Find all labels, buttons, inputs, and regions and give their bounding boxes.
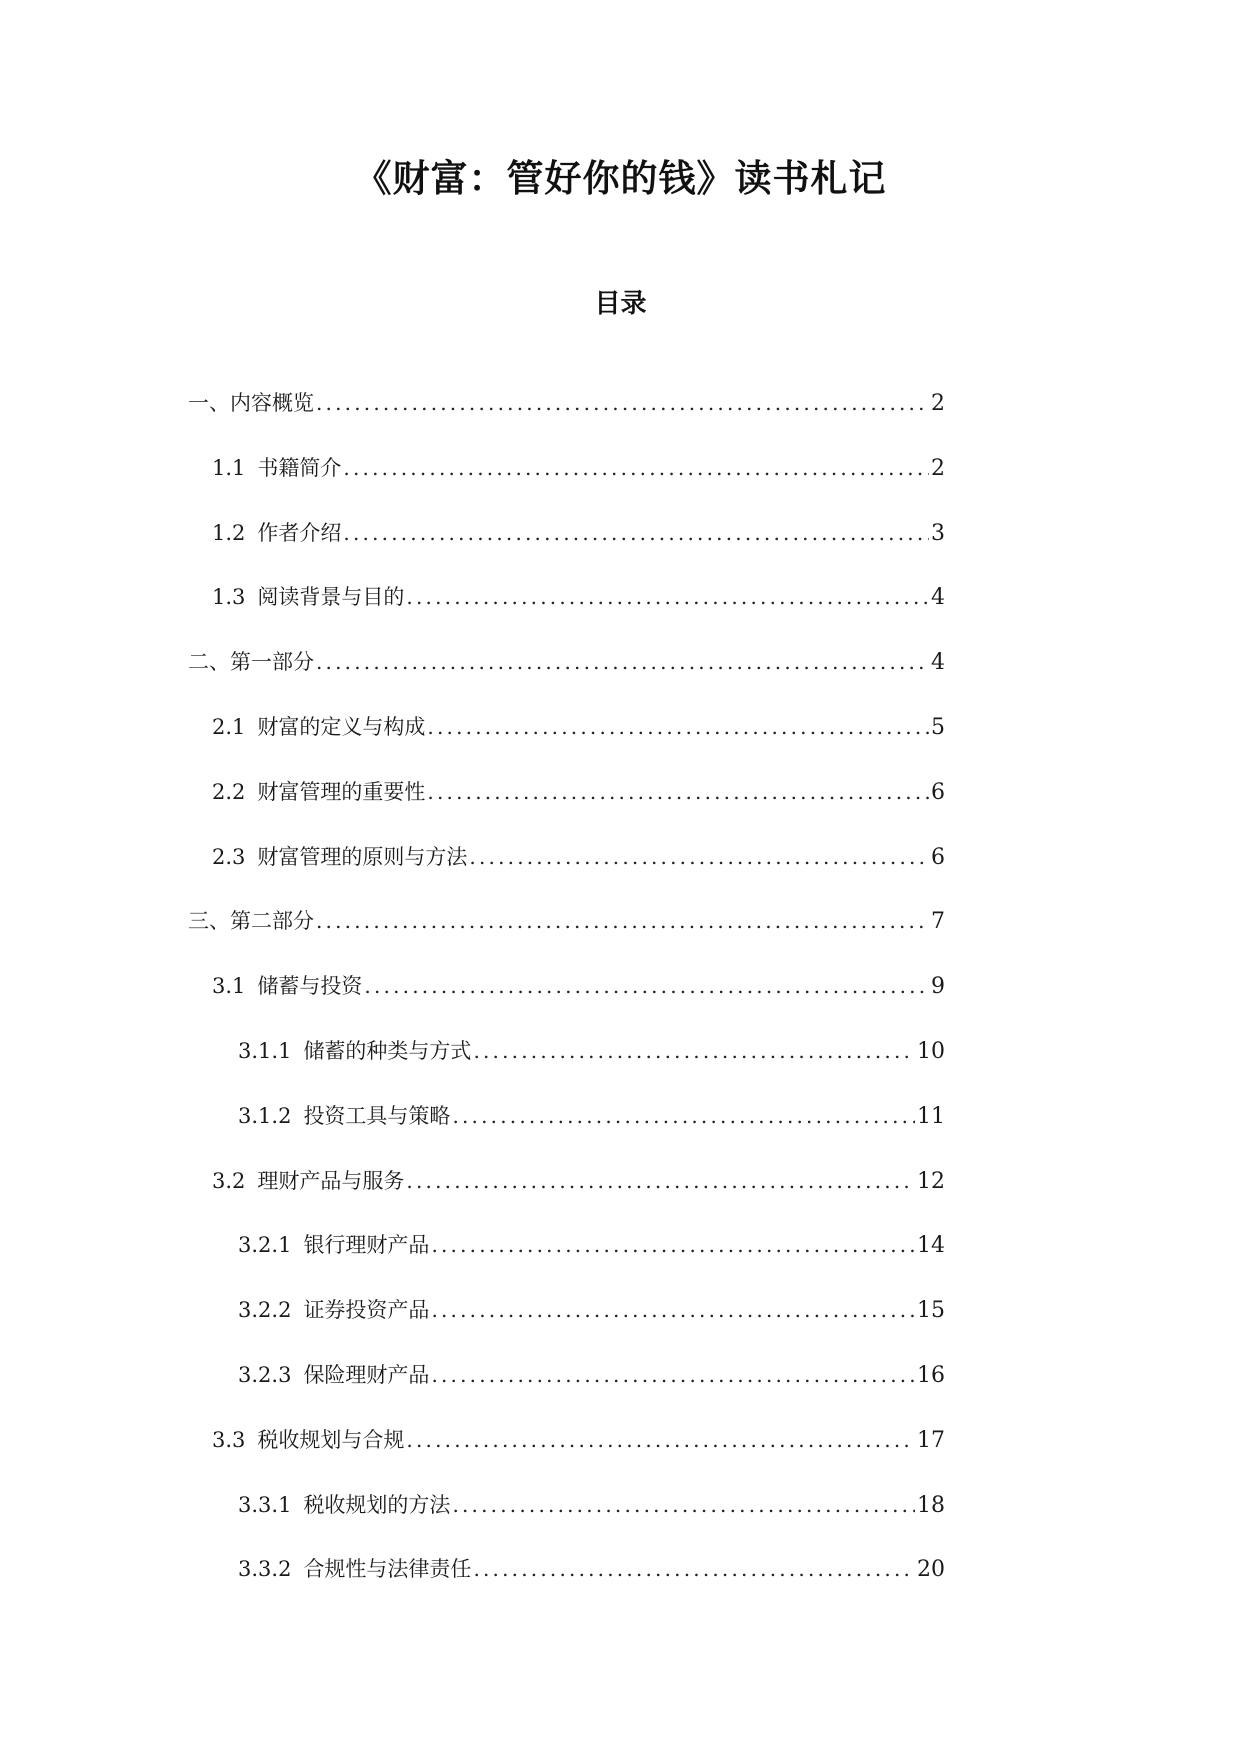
toc-entry-number: 1.1 bbox=[212, 455, 246, 480]
toc-entry-page-number: 9 bbox=[931, 974, 945, 1000]
toc-entry-label bbox=[188, 386, 314, 420]
toc-entry[interactable] bbox=[212, 580, 945, 614]
toc-entry-title: 储蓄的种类与方式 bbox=[303, 1039, 472, 1063]
toc-entry-title: 税收规划与合规 bbox=[257, 1427, 405, 1452]
toc-entry-number: 一、 bbox=[188, 391, 230, 415]
toc-entry[interactable] bbox=[212, 775, 945, 809]
toc-entry-number: 2.1 bbox=[212, 715, 246, 739]
toc-entry[interactable] bbox=[212, 969, 945, 1003]
toc-entry-label bbox=[212, 775, 425, 809]
toc-dot-leader bbox=[314, 904, 929, 938]
toc-entry-title: 合规性与法律责任 bbox=[303, 1557, 472, 1582]
toc-entry-label bbox=[188, 904, 314, 938]
toc-dot-leader bbox=[429, 1358, 915, 1392]
toc-dot-leader bbox=[314, 645, 929, 679]
toc-entry[interactable] bbox=[188, 386, 945, 420]
toc-entry-label bbox=[188, 645, 314, 679]
toc-entry[interactable] bbox=[188, 645, 945, 679]
toc-entry-page-number: 10 bbox=[917, 1039, 945, 1064]
toc-entry[interactable] bbox=[188, 904, 945, 938]
toc-entry[interactable] bbox=[238, 1034, 945, 1068]
toc-entry-page-number: 11 bbox=[917, 1103, 945, 1129]
toc-entry-page-number: 5 bbox=[931, 715, 945, 740]
toc-dot-leader bbox=[425, 775, 929, 809]
toc-entry-label bbox=[238, 1358, 429, 1392]
toc-entry-label bbox=[238, 1552, 471, 1586]
toc-entry[interactable] bbox=[238, 1552, 945, 1586]
toc-entry-number: 3.1.2 bbox=[238, 1103, 292, 1128]
toc-dot-leader bbox=[429, 1228, 915, 1262]
toc-entry[interactable] bbox=[212, 710, 945, 744]
toc-entry-number: 1.2 bbox=[212, 520, 246, 545]
toc-entry-title: 财富的定义与构成 bbox=[257, 715, 426, 739]
toc-entry-number: 3.2.3 bbox=[238, 1363, 292, 1387]
toc-entry-label bbox=[212, 580, 404, 614]
toc-entry-number: 3.3.2 bbox=[238, 1557, 292, 1582]
toc-entry-title: 第二部分 bbox=[230, 909, 314, 934]
toc-entry-title: 保险理财产品 bbox=[303, 1363, 430, 1387]
toc-entry-title: 阅读背景与目的 bbox=[257, 585, 405, 610]
toc-entry-title: 作者介绍 bbox=[257, 520, 342, 545]
toc-entry-title: 银行理财产品 bbox=[303, 1233, 430, 1258]
toc-entry[interactable] bbox=[212, 516, 945, 550]
toc-entry[interactable] bbox=[212, 1164, 945, 1198]
toc-entry-number: 3.1.1 bbox=[238, 1039, 292, 1063]
toc-entry-page-number: 18 bbox=[917, 1492, 945, 1518]
toc-entry-page-number: 20 bbox=[917, 1557, 945, 1583]
toc-dot-leader bbox=[362, 969, 929, 1003]
toc-entry-page-number: 15 bbox=[917, 1298, 945, 1324]
toc-entry-label bbox=[212, 516, 341, 550]
toc-entry-page-number: 7 bbox=[931, 909, 945, 935]
toc-dot-leader bbox=[341, 451, 929, 485]
toc-entry-page-number: 6 bbox=[931, 779, 945, 805]
toc-entry-label bbox=[238, 1034, 471, 1068]
toc-entry-number: 二、 bbox=[188, 650, 230, 675]
toc-entry-page-number: 3 bbox=[931, 520, 945, 546]
toc-entry-label bbox=[238, 1293, 429, 1327]
toc-entry-label bbox=[238, 1099, 450, 1133]
toc-entry-label bbox=[212, 1423, 404, 1457]
toc-entry-page-number: 16 bbox=[917, 1363, 945, 1388]
toc-dot-leader bbox=[425, 710, 929, 744]
toc-entry-page-number: 14 bbox=[917, 1233, 945, 1259]
toc-entry-number: 3.2 bbox=[212, 1168, 246, 1193]
toc-entry-page-number: 12 bbox=[917, 1168, 945, 1194]
toc-entry-title: 投资工具与策略 bbox=[303, 1103, 451, 1128]
toc-entry[interactable] bbox=[238, 1488, 945, 1522]
toc-entry-title: 理财产品与服务 bbox=[257, 1168, 405, 1193]
toc-entry-title: 书籍简介 bbox=[257, 455, 342, 480]
toc-entry[interactable] bbox=[238, 1228, 945, 1262]
toc-dot-leader bbox=[471, 1552, 915, 1586]
toc-entry-number: 3.3 bbox=[212, 1427, 246, 1452]
toc-entry-title: 储蓄与投资 bbox=[257, 974, 363, 999]
toc-entry-page-number: 17 bbox=[917, 1427, 945, 1453]
toc-entry-number: 3.1 bbox=[212, 974, 246, 999]
toc-entry-label bbox=[238, 1488, 450, 1522]
toc-entry-page-number: 4 bbox=[931, 585, 945, 611]
toc-dot-leader bbox=[314, 386, 929, 420]
toc-entry-title: 内容概览 bbox=[230, 391, 314, 415]
toc-entry-label bbox=[212, 451, 341, 485]
toc-entry-title: 证券投资产品 bbox=[303, 1298, 430, 1323]
toc-entry-page-number: 2 bbox=[931, 455, 945, 481]
toc-entry-page-number: 2 bbox=[931, 391, 945, 416]
toc-dot-leader bbox=[404, 1423, 915, 1457]
toc-entry-title: 税收规划的方法 bbox=[303, 1492, 451, 1517]
toc-entry-label bbox=[212, 840, 467, 874]
toc-entry-title: 财富管理的原则与方法 bbox=[257, 844, 468, 869]
toc-entry-number: 2.2 bbox=[212, 779, 246, 804]
toc-dot-leader bbox=[450, 1488, 915, 1522]
toc-entry-label bbox=[212, 710, 425, 744]
toc-entry-number: 3.2.2 bbox=[238, 1298, 292, 1323]
toc-entry[interactable] bbox=[212, 451, 945, 485]
toc-dot-leader bbox=[429, 1293, 915, 1327]
toc-entry-page-number: 6 bbox=[931, 844, 945, 870]
toc-entry-title: 财富管理的重要性 bbox=[257, 779, 426, 804]
toc-entry-number: 2.3 bbox=[212, 844, 246, 869]
toc-entry-number: 3.3.1 bbox=[238, 1492, 292, 1517]
toc-entry-page-number: 4 bbox=[931, 650, 945, 676]
toc-dot-leader bbox=[450, 1099, 915, 1133]
toc-heading: 目录 bbox=[594, 289, 647, 319]
toc-dot-leader bbox=[471, 1034, 915, 1068]
toc-entry-number: 1.3 bbox=[212, 585, 246, 610]
toc-entry-label bbox=[238, 1228, 429, 1262]
toc-entry[interactable] bbox=[238, 1293, 945, 1327]
toc-entry[interactable] bbox=[238, 1099, 945, 1133]
toc-dot-leader bbox=[404, 1164, 915, 1198]
toc-entry[interactable] bbox=[238, 1358, 945, 1392]
toc-entry-number: 三、 bbox=[188, 909, 230, 934]
toc-entry[interactable] bbox=[212, 840, 945, 874]
toc-dot-leader bbox=[467, 840, 929, 874]
document-title: 《财富：管好你的钱》读书札记 bbox=[354, 157, 887, 200]
toc-entry-label bbox=[212, 1164, 404, 1198]
toc-entry[interactable] bbox=[212, 1423, 945, 1457]
toc-dot-leader bbox=[404, 580, 929, 614]
toc-dot-leader bbox=[341, 516, 929, 550]
toc-entry-label bbox=[212, 969, 362, 1003]
toc-entry-number: 3.2.1 bbox=[238, 1233, 292, 1258]
toc-entry-title: 第一部分 bbox=[230, 650, 314, 675]
